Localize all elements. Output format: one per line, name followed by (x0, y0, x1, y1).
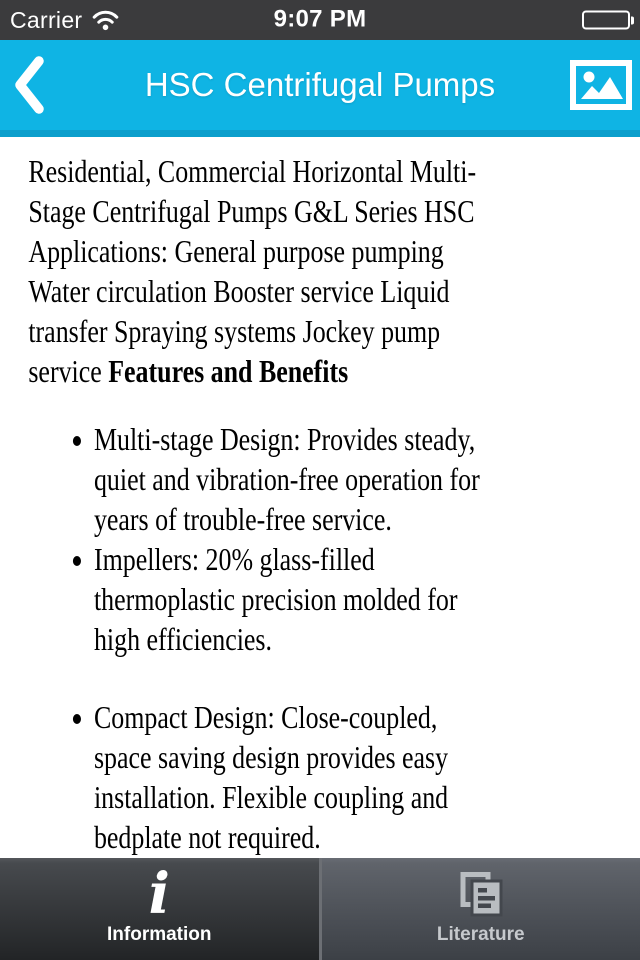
info-icon (148, 861, 170, 927)
documents-icon (458, 870, 504, 918)
battery-cap (631, 16, 634, 24)
feature-item-compact: • Compact Design: Close-coupled, space saving design provides easy installation. Flexible coupling and bedplate not required. (94, 697, 491, 857)
photo-icon (570, 60, 632, 110)
features-benefits-heading: Features and Benefits (108, 353, 349, 389)
chevron-left-icon (13, 56, 47, 114)
features-list-2 (28, 697, 491, 857)
wifi-icon (91, 9, 120, 31)
back-button[interactable] (9, 52, 51, 118)
tab-information[interactable] (0, 858, 319, 960)
intro-text: Residential, Commercial Horizontal Multi-Stage Centrifugal Pumps G&L Series HSC Applications: General purpose pumping Water circulation Booster service Liquid transfer Spraying systems Jockey pump service (28, 153, 477, 389)
tab-literature[interactable] (319, 858, 640, 960)
tab-bar (0, 858, 640, 960)
status-time: 9:07 PM (273, 5, 367, 33)
nav-bar (0, 40, 640, 137)
photo-button[interactable] (570, 60, 632, 110)
status-left-group (10, 0, 120, 40)
content-area[interactable] (0, 137, 640, 858)
feature-item-impellers: • Impellers: 20% glass-filled thermoplastic precision molded for high efficiencies. (94, 539, 491, 659)
intro-paragraph (28, 151, 498, 391)
page-title: HSC Centrifugal Pumps (144, 66, 496, 103)
info-italic-i-glyph: i (148, 861, 170, 927)
status-bar (0, 0, 640, 40)
features-list-1 (28, 419, 491, 659)
feature-item-multistage: • Multi-stage Design: Provides steady, quiet and vibration-free operation for years of trouble-free service. (94, 419, 491, 539)
tab-literature-label: Literature (436, 924, 525, 945)
carrier-label: Carrier (10, 6, 83, 33)
battery-body (582, 11, 630, 30)
battery-icon (582, 11, 634, 30)
tab-information-label: Information (107, 924, 212, 945)
